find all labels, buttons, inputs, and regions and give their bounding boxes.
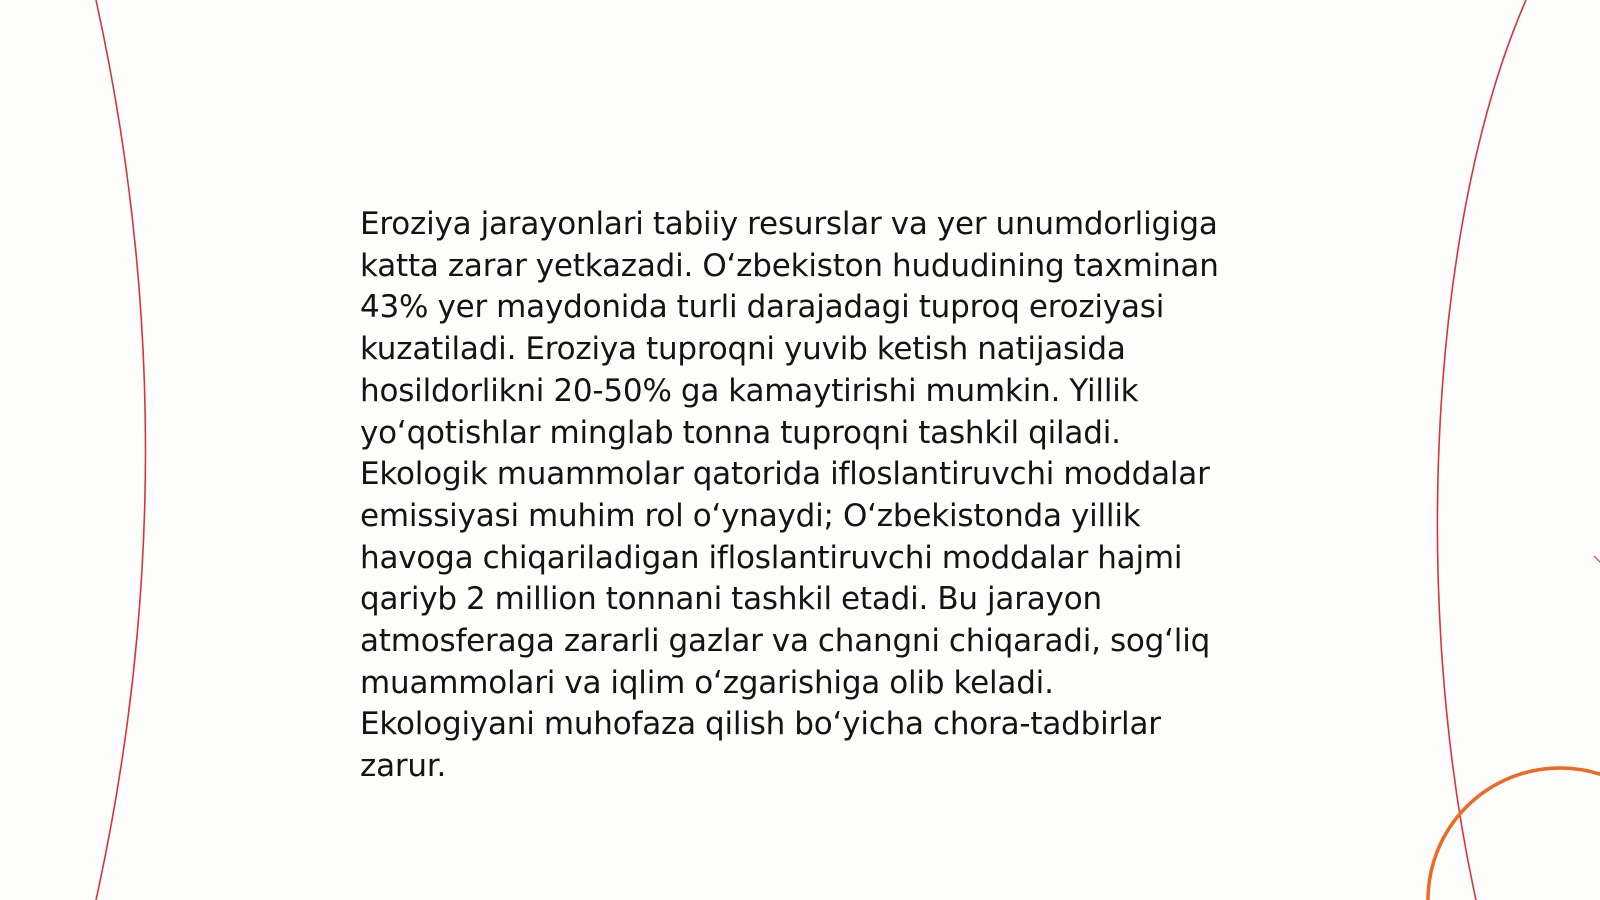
slide-body-text: Eroziya jarayonlari tabiiy resurslar va yer unumdorligiga katta zarar yetkazadi. O‘zbekiston hududining taxminan 43% yer maydonida turli darajadagi tuproq eroziyasi kuzatiladi. Eroziya tuproqni yuvib ketish natijasida hosildorlikni 20-50% ga kamaytirishi mumkin. Yillik yo‘qotishlar minglab tonna tuproqni tashkil qiladi. Ekologik muammolar qatorida ifloslantiruvchi moddalar emissiyasi muhim rol o‘ynaydi; O‘zbekistonda yillik havoga chiqariladigan ifloslantiruvchi moddalar hajmi qariyb 2 million tonnani tashkil etadi. Bu jarayon atmosferaga zararli gazlar va changni chiqaradi, sog‘liq muammolari va iqlim o‘zgarishiga olib keladi. Ekologiyani muhofaza qilish bo‘yicha chora-tadbirlar zarur. <box>360 206 1219 785</box>
orange-circle-arc <box>1428 768 1600 900</box>
small-arrow-mark <box>1594 556 1600 562</box>
left-red-arc <box>96 0 146 900</box>
right-red-arc <box>1437 0 1526 900</box>
